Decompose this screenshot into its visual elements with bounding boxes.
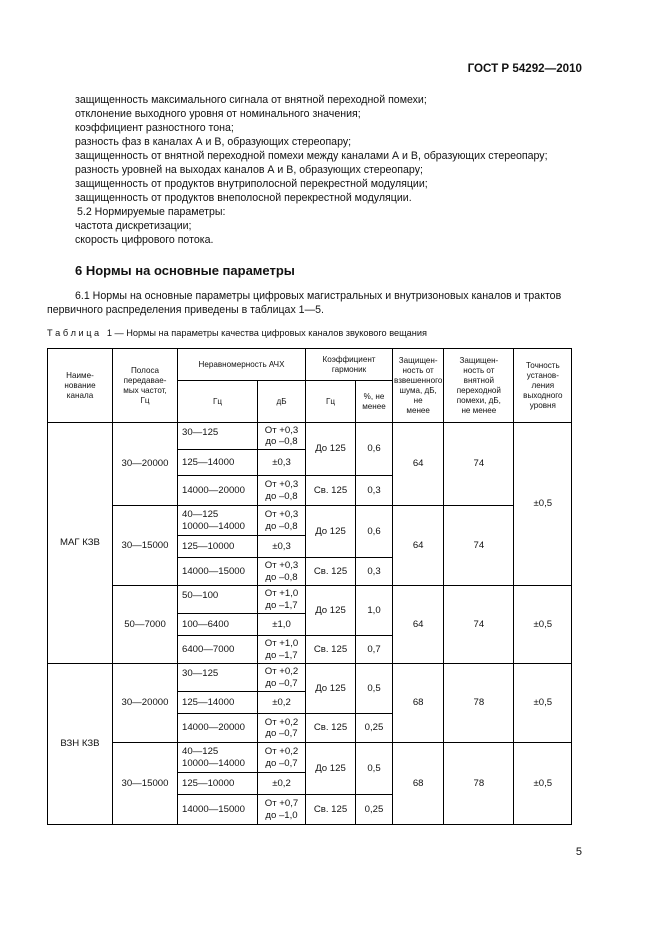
db-cell: ±0,3 [258, 536, 306, 558]
paragraph-line: первичного распределения приведены в таблицах 1—5. [47, 304, 325, 316]
harm-pct-cell: 0,6 [356, 506, 393, 558]
harm-pct-cell: 1,0 [356, 586, 393, 636]
band-cell: 30—15000 [113, 506, 178, 586]
crosstalk-cell: 78 [444, 743, 514, 825]
noise-cell: 64 [393, 506, 444, 586]
list-item: защищенность от продуктов внутриполосной перекрестной модуляции; [75, 178, 428, 190]
freq-cell: 125—10000 [178, 536, 258, 558]
paragraph-line: 6.1 Нормы на основные параметры цифровых магистральных и внутризоновых каналов и трактов [75, 290, 562, 302]
harm-pct-cell: 0,3 [356, 476, 393, 506]
section-5-2-title: 5.2 Нормируемые параметры: [77, 206, 226, 218]
db-cell: ±0,2 [258, 773, 306, 795]
table-row [48, 586, 572, 614]
table-row [48, 506, 572, 536]
table-row [48, 743, 572, 773]
harm-hz-cell: До 125 [306, 743, 356, 795]
parameter-list [75, 93, 548, 247]
freq-cell: 30—125 [178, 423, 258, 450]
db-cell: ±0,3 [258, 450, 306, 476]
list-item: защищенность от внятной переходной помехи между каналами А и В, образующих стереопару; [75, 150, 548, 162]
band-cell: 30—15000 [113, 743, 178, 825]
header-harmonic-hz: Гц [306, 381, 356, 423]
list-item: скорость цифрового потока. [75, 234, 214, 246]
db-cell: От +0,3 до –0,8 [258, 506, 306, 536]
header-channel-name: Наиме- нование канала [48, 349, 113, 423]
freq-cell: 50—100 [178, 586, 258, 614]
document-header: ГОСТ Р 54292—2010 [467, 62, 582, 75]
channel-name-cell: ВЗН КЗВ [48, 664, 113, 825]
list-item: разность уровней на выходах каналов А и В, образующих стереопару; [75, 164, 423, 176]
harm-hz-cell: Св. 125 [306, 558, 356, 586]
freq-cell: 14000—20000 [178, 476, 258, 506]
harm-pct-cell: 0,7 [356, 636, 393, 664]
header-crosstalk: Защищен- ность от внятной переходной помехи, дБ, не менее [444, 349, 514, 423]
harm-pct-cell: 0,25 [356, 795, 393, 825]
freq-cell: 14000—20000 [178, 714, 258, 743]
harm-pct-cell: 0,3 [356, 558, 393, 586]
section-heading: 6 Нормы на основные параметры [75, 263, 295, 278]
db-cell: ±0,2 [258, 692, 306, 714]
db-cell: От +0,2 до –0,7 [258, 714, 306, 743]
crosstalk-cell: 74 [444, 423, 514, 506]
list-item: отклонение выходного уровня от номинального значения; [75, 108, 361, 120]
harm-pct-cell: 0,25 [356, 714, 393, 743]
table-row [48, 664, 572, 692]
harm-hz-cell: Св. 125 [306, 636, 356, 664]
channel-name-cell: МАГ КЗВ [48, 423, 113, 664]
header-unevenness: Неравномерность АЧХ [178, 349, 306, 381]
accuracy-cell: ±0,5 [514, 664, 572, 743]
crosstalk-cell: 78 [444, 664, 514, 743]
harm-hz-cell: До 125 [306, 423, 356, 476]
db-cell: От +1,0 до –1,7 [258, 636, 306, 664]
header-weighted-noise: Защищен- ность от взвешенного шума, дБ, не менее [393, 349, 444, 423]
harm-hz-cell: До 125 [306, 506, 356, 558]
freq-cell: 100—6400 [178, 614, 258, 636]
noise-cell: 64 [393, 586, 444, 664]
header-band: Полоса передавае- мых частот, Гц [113, 349, 178, 423]
noise-cell: 68 [393, 664, 444, 743]
freq-cell: 125—14000 [178, 692, 258, 714]
db-cell: От +0,7 до –1,0 [258, 795, 306, 825]
noise-cell: 68 [393, 743, 444, 825]
harm-hz-cell: До 125 [306, 586, 356, 636]
freq-cell: 6400—7000 [178, 636, 258, 664]
band-cell: 50—7000 [113, 586, 178, 664]
db-cell: От +0,2 до –0,7 [258, 743, 306, 773]
harm-pct-cell: 0,5 [356, 664, 393, 714]
freq-cell: 14000—15000 [178, 795, 258, 825]
freq-cell: 14000—15000 [178, 558, 258, 586]
header-level-accuracy: Точность установ- ления выходного уровня [514, 349, 572, 423]
accuracy-cell: ±0,5 [514, 586, 572, 664]
header-unevenness-db: дБ [258, 381, 306, 423]
crosstalk-cell: 74 [444, 586, 514, 664]
header-unevenness-hz: Гц [178, 381, 258, 423]
list-item: частота дискретизации; [75, 220, 192, 232]
page-number: 5 [575, 846, 582, 858]
accuracy-cell: ±0,5 [514, 423, 572, 586]
list-item: защищенность максимального сигнала от внятной переходной помехи; [75, 94, 427, 106]
header-harmonic-pct: %, не менее [356, 381, 393, 423]
list-item: коэффициент разностного тона; [75, 122, 234, 134]
harm-hz-cell: Св. 125 [306, 714, 356, 743]
table-caption: Т а б л и ц а 1 — Нормы на параметры качества цифровых каналов звукового вещания [47, 328, 427, 338]
db-cell: От +0,3 до –0,8 [258, 558, 306, 586]
table-row [48, 423, 572, 450]
list-item: защищенность от продуктов внеполосной перекрестной модуляции. [75, 192, 412, 204]
harm-hz-cell: Св. 125 [306, 476, 356, 506]
header-harmonic: Коэффициент гармоник [306, 349, 393, 381]
harm-hz-cell: Св. 125 [306, 795, 356, 825]
band-cell: 30—20000 [113, 664, 178, 743]
db-cell: От +0,3 до –0,8 [258, 476, 306, 506]
db-cell: От +1,0 до –1,7 [258, 586, 306, 614]
harm-hz-cell: До 125 [306, 664, 356, 714]
parameters-table [47, 348, 572, 825]
freq-cell: 30—125 [178, 664, 258, 692]
freq-cell: 40—125 10000—14000 [178, 506, 258, 536]
harm-pct-cell: 0,6 [356, 423, 393, 476]
noise-cell: 64 [393, 423, 444, 506]
freq-cell: 125—14000 [178, 450, 258, 476]
db-cell: От +0,2 до –0,7 [258, 664, 306, 692]
crosstalk-cell: 74 [444, 506, 514, 586]
db-cell: От +0,3 до –0,8 [258, 423, 306, 450]
accuracy-cell: ±0,5 [514, 743, 572, 825]
list-item: разность фаз в каналах А и В, образующих стереопару; [75, 136, 352, 148]
db-cell: ±1,0 [258, 614, 306, 636]
band-cell: 30—20000 [113, 423, 178, 506]
freq-cell: 40—125 10000—14000 [178, 743, 258, 773]
harm-pct-cell: 0,5 [356, 743, 393, 795]
freq-cell: 125—10000 [178, 773, 258, 795]
